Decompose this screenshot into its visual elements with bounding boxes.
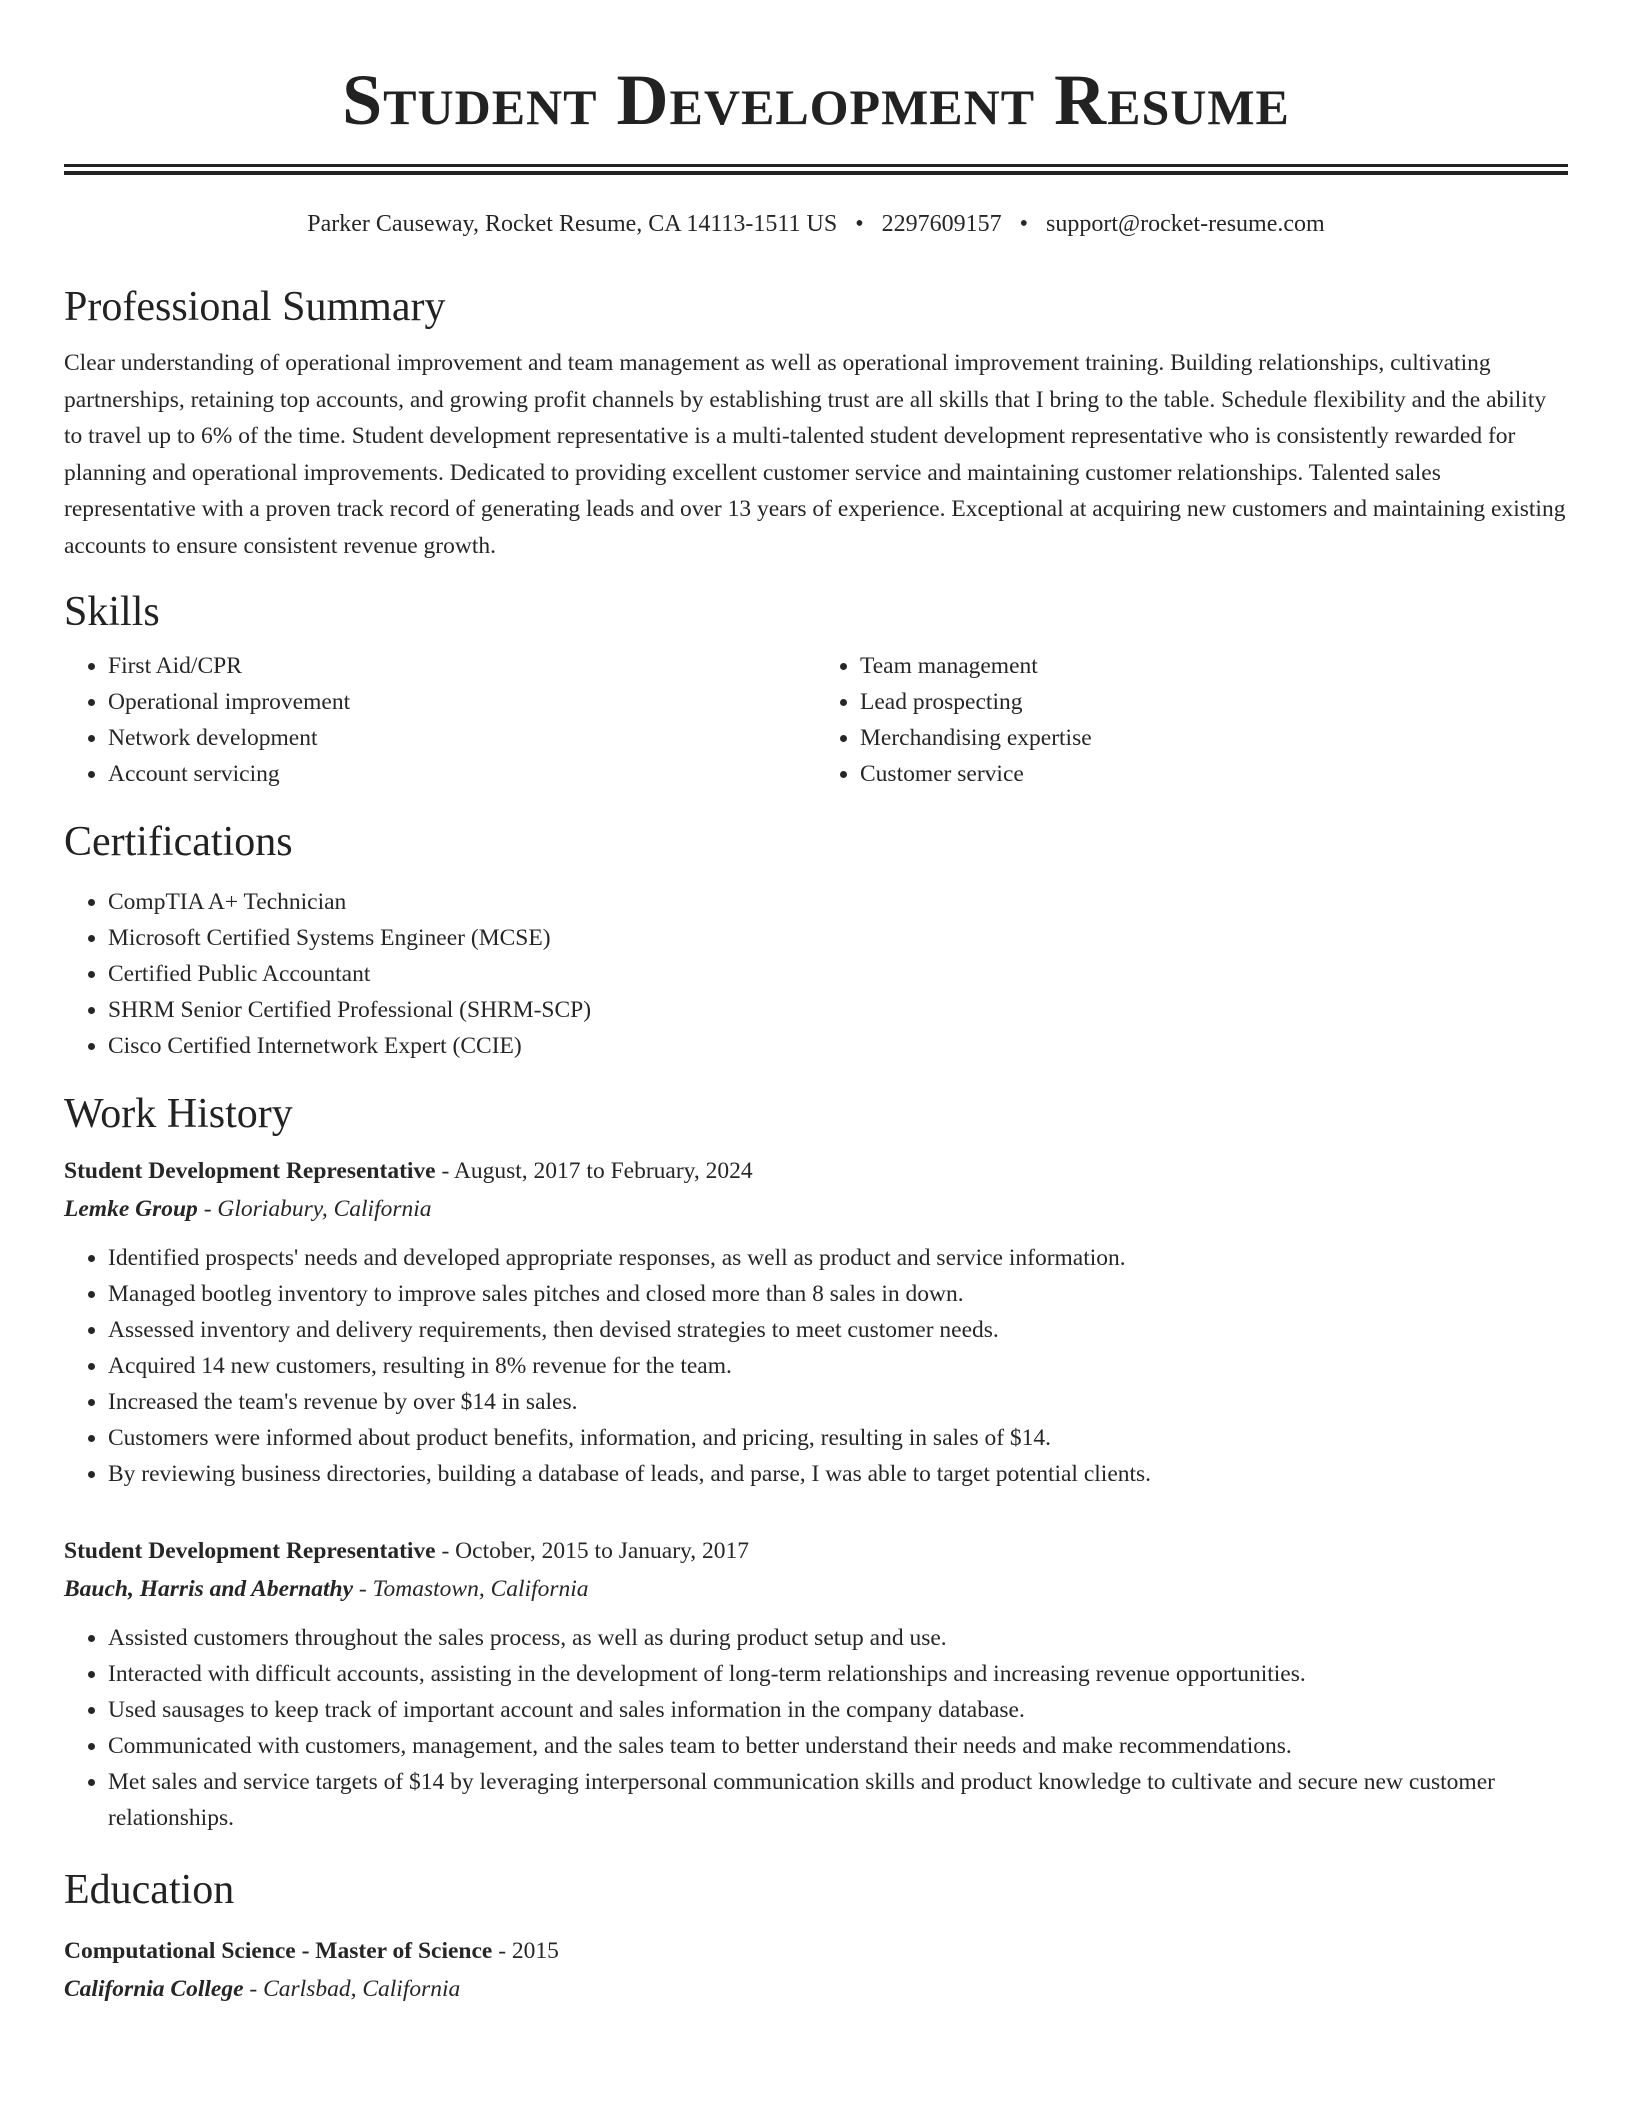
certification-item: • Certified Public Accountant bbox=[108, 956, 1568, 992]
section-heading: Certifications bbox=[64, 819, 293, 865]
certification-item: • Microsoft Certified Systems Engineer (MCSE) bbox=[108, 920, 1568, 956]
job-location: - Gloriabury, California bbox=[197, 1196, 432, 1222]
contact-separator: • bbox=[855, 211, 864, 237]
education-section bbox=[64, 1864, 1568, 2008]
certification-item: • SHRM Senior Certified Professional (SHRM-SCP) bbox=[108, 992, 1568, 1028]
certification-item: • CompTIA A+ Technician bbox=[108, 884, 1568, 920]
skills-section bbox=[64, 586, 1568, 792]
certifications-section bbox=[64, 816, 1568, 1064]
skill-item: • Customer service bbox=[860, 756, 1568, 792]
contact-email: support@rocket-resume.com bbox=[1046, 211, 1325, 237]
contact-line bbox=[64, 207, 1568, 241]
title-divider bbox=[64, 164, 1568, 175]
job-title-line bbox=[64, 1152, 1568, 1190]
job-bullet: • Communicated with customers, management, and the sales team to better understand their needs and make recommendations. bbox=[108, 1728, 1568, 1764]
skill-item: • Operational improvement bbox=[108, 684, 816, 720]
education-school-line bbox=[64, 1970, 1568, 2008]
job-bullet: • Assisted customers throughout the sales process, as well as during product setup and use. bbox=[108, 1620, 1568, 1656]
certification-item: • Cisco Certified Internetwork Expert (CCIE) bbox=[108, 1028, 1568, 1064]
job-bullets bbox=[64, 1240, 1568, 1492]
contact-separator: • bbox=[1019, 211, 1029, 237]
job-bullets bbox=[64, 1620, 1568, 1836]
job-company-line bbox=[64, 1570, 1568, 1608]
skills-list-right bbox=[816, 648, 1568, 792]
job-location: - Tomastown, California bbox=[353, 1576, 589, 1602]
summary-section bbox=[64, 281, 1568, 564]
job-dates: - October, 2015 to January, 2017 bbox=[435, 1538, 750, 1564]
job-bullet: • Increased the team's revenue by over $14 in sales. bbox=[108, 1384, 1568, 1420]
work-history-section bbox=[64, 1088, 1568, 1836]
skills-columns bbox=[64, 648, 1568, 792]
skill-item: • Lead prospecting bbox=[860, 684, 1568, 720]
education-location: - Carlsbad, California bbox=[243, 1976, 461, 2002]
skill-item: • First Aid/CPR bbox=[108, 648, 816, 684]
job-bullet: • Acquired 14 new customers, resulting in 8% revenue for the team. bbox=[108, 1348, 1568, 1384]
skill-item: • Team management bbox=[860, 648, 1568, 684]
job-bullet: • Customers were informed about product benefits, information, and pricing, resulting in sales of $14. bbox=[108, 1420, 1568, 1456]
job-bullet: • Assessed inventory and delivery requirements, then devised strategies to meet customer needs. bbox=[108, 1312, 1568, 1348]
job-entry bbox=[64, 1532, 1568, 1836]
job-bullet: • By reviewing business directories, building a database of leads, and parse, I was able to target potential clients. bbox=[108, 1456, 1568, 1492]
job-title: Student Development Representative bbox=[64, 1538, 436, 1564]
skills-list-left bbox=[64, 648, 816, 792]
education-year: - 2015 bbox=[492, 1938, 559, 1964]
job-bullet: • Interacted with difficult accounts, assisting in the development of long-term relationships and increasing revenue opportunities. bbox=[108, 1656, 1568, 1692]
education-degree-line bbox=[64, 1932, 1568, 1970]
skill-item: • Merchandising expertise bbox=[860, 720, 1568, 756]
education-school: California College bbox=[64, 1976, 244, 2002]
contact-phone: 2297609157 bbox=[881, 211, 1002, 237]
job-company: Lemke Group bbox=[64, 1196, 198, 1222]
job-title: Student Development Representative bbox=[64, 1158, 436, 1184]
skill-item: • Network development bbox=[108, 720, 816, 756]
job-dates: - August, 2017 to February, 2024 bbox=[435, 1158, 753, 1184]
section-heading: Education bbox=[64, 1867, 235, 1913]
job-bullet: • Met sales and service targets of $14 by leveraging interpersonal communication skills and product knowledge to cultivate and secure new customer relationships. bbox=[108, 1764, 1568, 1836]
education-degree: Computational Science - Master of Science bbox=[64, 1938, 493, 1964]
job-bullet: • Used sausages to keep track of important account and sales information in the company database. bbox=[108, 1692, 1568, 1728]
resume-title: Student Development Resume bbox=[342, 60, 1290, 140]
contact-address: Parker Causeway, Rocket Resume, CA 14113-1511 US bbox=[307, 211, 838, 237]
section-heading: Skills bbox=[64, 589, 160, 635]
job-company-line bbox=[64, 1190, 1568, 1228]
job-company: Bauch, Harris and Abernathy bbox=[64, 1576, 354, 1602]
certifications-list bbox=[64, 884, 1568, 1064]
job-title-line bbox=[64, 1532, 1568, 1570]
section-heading: Work History bbox=[64, 1091, 293, 1137]
summary-text: Clear understanding of operational improvement and team management as well as operational improvement training. Building relationships, cultivating partnerships, retaining top accounts, and growing profit channels by establishing trust are all skills that I bring to the table. Schedule flexibility and the ability to travel up to 6% of the time. Student development representative is a multi-talented student development representative who is consistently rewarded for planning and operational improvements. Dedicated to providing excellent customer service and maintaining customer relationships. Talented sales representative with a proven track record of generating leads and over 13 years of experience. Exceptional at acquiring new customers and maintaining existing accounts to ensure consistent revenue growth. bbox=[64, 350, 1566, 559]
job-bullet: • Managed bootleg inventory to improve sales pitches and closed more than 8 sales in down. bbox=[108, 1276, 1568, 1312]
section-heading: Professional Summary bbox=[64, 284, 446, 330]
job-entry bbox=[64, 1152, 1568, 1492]
skill-item: • Account servicing bbox=[108, 756, 816, 792]
job-bullet: • Identified prospects' needs and developed appropriate responses, as well as product and service information. bbox=[108, 1240, 1568, 1276]
